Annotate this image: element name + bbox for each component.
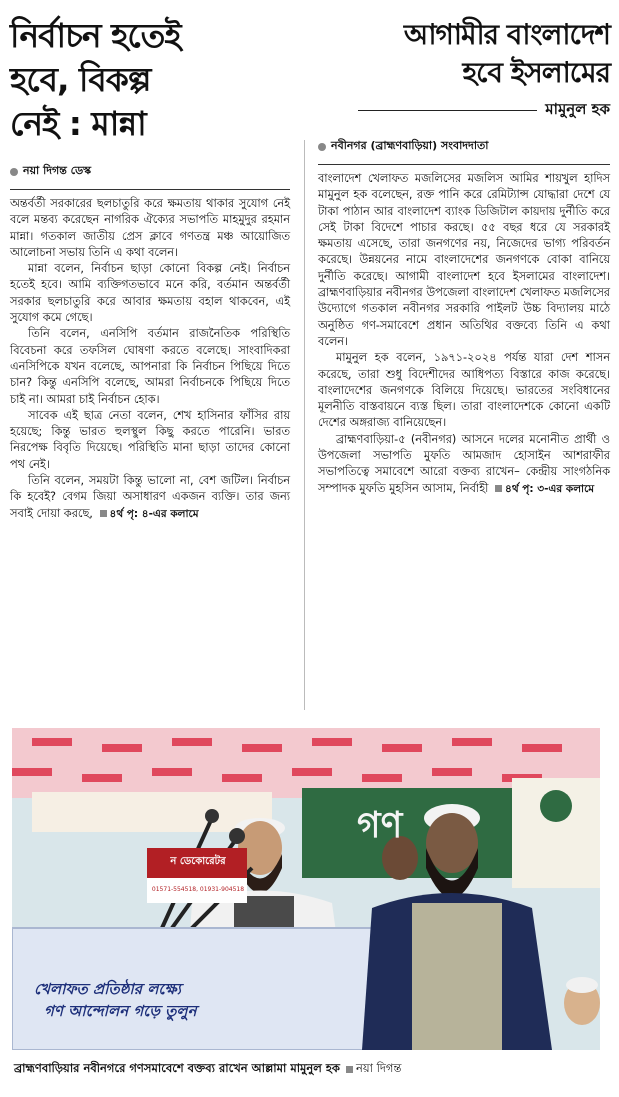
right-byline: মামুনুল হক bbox=[545, 100, 610, 118]
left-headline-line-2: হবে, বিকল্প bbox=[10, 60, 151, 99]
left-article bbox=[10, 0, 290, 522]
left-paragraph-4: সাবেক এই ছাত্র নেতা বলেন, শেখ হাসিনার ফাঁসির রায় হয়েছে; কিন্তু ভারত হুলস্থুল কিছু করতে পারেনি। ভারত নিরপেক্ষ বিবৃতি দিয়েছে। পরিস্থিতি মানা ছাড়া তাদের কোনো পথ নেই। bbox=[10, 408, 290, 471]
caption-source: নয়া দিগন্ত bbox=[355, 1061, 402, 1075]
square-icon bbox=[495, 485, 502, 492]
right-headline-line-2: হবে ইসলামের bbox=[462, 56, 610, 89]
podium-banner bbox=[34, 978, 354, 1022]
left-article-body bbox=[10, 196, 290, 522]
stage-sign-text: গণ bbox=[357, 805, 403, 846]
left-divider bbox=[10, 189, 290, 190]
right-paragraph-2: মামুনুল হক বলেন, ১৯৭১-২০২৪ পর্যন্ত যারা দেশ শাসন করেছে, তারা শুধু বিদেশীদের আধিপত্য বিস্তারে কাজ করেছে। বাংলাদেশের জনগণকে বিলিয়ে দিয়েছে। ভারতের সংবিধানের মূলনীতি বাস্তবায়নে ব্যস্ত ছিল। তারা বাংলাদেশকে কোনো একটি দেশের অঙ্গরাজ্য বানিয়েছেন। bbox=[318, 351, 610, 430]
square-icon bbox=[346, 1066, 353, 1073]
right-article-body bbox=[318, 171, 610, 497]
left-paragraph-2: মান্না বলেন, নির্বাচন ছাড়া কোনো বিকল্প নেই। নির্বাচন হতেই হবে। আমি ব্যক্তিগতভাবে মনে করি, বর্তমান অন্তর্বর্তী সরকার ছলচাতুরি করে আবার ক্ষমতায় বহাল থাকবেন, এই সুযোগ কমে গেছে। bbox=[10, 262, 290, 325]
right-desk-label: নবীনগর (ব্রাহ্মণবাড়িয়া) সংবাদদাতা bbox=[331, 139, 489, 152]
square-icon bbox=[100, 510, 107, 517]
left-paragraph-3: তিনি বলেন, এনসিপি বর্তমান রাজনৈতিক পরিস্থিতি বিবেচনা করে তফসিল ঘোষণা করতে বলেছে। সাংবাদিকরা এনসিপিকে যখন বলেছে, আপনারা কি নির্বাচন পিছিয়ে দিতে চান? কিন্তু এনসিপি বলেছে, আমরা নির্বাচনকে পিছিয়ে দিতে চাই না। আমরা চাই নির্বাচন হোক। bbox=[10, 327, 290, 406]
left-desk-credit bbox=[10, 162, 290, 181]
decorator-phone-text: 01571-554518, 01931-904518 bbox=[151, 886, 245, 893]
news-photo bbox=[12, 728, 600, 1050]
right-continuation[interactable]: ৪র্থ পৃ: ৩-এর কলামে bbox=[505, 482, 595, 495]
left-headline-line-3: নেই : মান্না bbox=[10, 104, 146, 143]
right-desk-credit bbox=[318, 137, 610, 156]
right-divider bbox=[318, 164, 610, 165]
column-divider bbox=[304, 140, 305, 710]
left-paragraph-1: অন্তর্বর্তী সরকারের ছলচাতুরি করে ক্ষমতায় থাকার সুযোগ নেই বলে মন্তব্য করেছেন নাগরিক ঐক্যের সভাপতি মাহমুদুর রহমান মান্না। গতকাল জাতীয় প্রেস ক্লাবে গণতন্ত্র মঞ্চ আয়োজিত আলোচনা সভায় তিনি এ কথা বলেন। bbox=[10, 197, 290, 259]
left-paragraph-5 bbox=[10, 473, 290, 522]
right-headline bbox=[318, 16, 610, 92]
left-continuation[interactable]: ৪র্থ পৃ: ৪-এর কলামে bbox=[109, 507, 199, 520]
podium-banner-line-1: খেলাফত প্রতিষ্ঠার লক্ষ্যে bbox=[34, 980, 181, 998]
left-headline bbox=[10, 14, 290, 146]
bullet-icon bbox=[318, 143, 326, 151]
podium-banner-line-2: গণ আন্দোলন গড়ে তুলুন bbox=[44, 1002, 197, 1020]
right-headline-line-1: আগামীর বাংলাদেশ bbox=[403, 18, 610, 51]
decorator-sign-text: ন ডেকোরেটর bbox=[170, 856, 226, 867]
caption-text: ব্রাহ্মণবাড়িয়ার নবীনগরে গণসমাবেশে বক্তব্য রাখেন আল্লামা মামুনুল হক bbox=[14, 1061, 340, 1075]
left-headline-line-1: নির্বাচন হতেই bbox=[10, 16, 181, 55]
right-paragraph-3 bbox=[318, 432, 610, 497]
left-desk-label: নয়া দিগন্ত ডেস্ক bbox=[23, 164, 92, 177]
right-article bbox=[318, 0, 610, 497]
right-paragraph-1: বাংলাদেশ খেলাফত মজলিসের মজলিস আমির শায়খুল হাদিস মামুনুল হক বলেছেন, রক্ত পানি করে রেমিট্যান্স যোদ্ধারা দেশে যে টাকা পাঠান আর বাংলাদেশ ব্যাংক ডিজিটাল কায়দায় দুর্নীতি করে সেই টাকা বিদেশে পাচার করছে। ৫৫ বছর ধরে যে সরকারই ক্ষমতায় এসেছে, তারা জনগণের নয়, নিজেদের ভাগ্য পরিবর্তন করেছে। উন্নয়নের নামে বাংলাদেশের জনগণকে বোকা বানিয়ে দুর্নীতি করেছে। আগামী বাংলাদেশ হবে ইসলামের বাংলাদেশ। ব্রাহ্মণবাড়িয়ার নবীনগর উপজেলা বাংলাদেশ খেলাফত মজলিসের উদ্যোগে গতকাল নবীনগর সরকারি পাইলট উচ্চ বিদ্যালয় মাঠে অনুষ্ঠিত গণ-সমাবেশে প্রধান অতিথির বক্তব্যে তিনি এ কথা বলেন। bbox=[318, 172, 610, 348]
bullet-icon bbox=[10, 168, 18, 176]
right-paragraph-3-text: ব্রাহ্মণবাড়িয়া-৫ (নবীনগর) আসনে দলের মনোনীত প্রার্থী ও উপজেলা সভাপতি মুফতি আমজাদ হোসাইন আশরাফীর সভাপতিত্বে সমাবেশে আরো বক্তব্য রাখেন– কেন্দ্রীয় সাংগঠনিক সম্পাদক মুফতি মুহসিন আসাম, নির্বাহী bbox=[318, 432, 610, 495]
byline-row bbox=[318, 98, 610, 123]
left-paragraph-5-text: তিনি বলেন, সময়টা কিন্তু ভালো না, বেশ জটিল। নির্বাচন কি হবেই? বেগম জিয়া অসাধারণ একজন ব্যক্তি। তার জন্য সবাই দোয়া করছে, bbox=[10, 474, 290, 520]
byline-rule bbox=[358, 110, 537, 111]
photo-caption bbox=[14, 1060, 401, 1079]
